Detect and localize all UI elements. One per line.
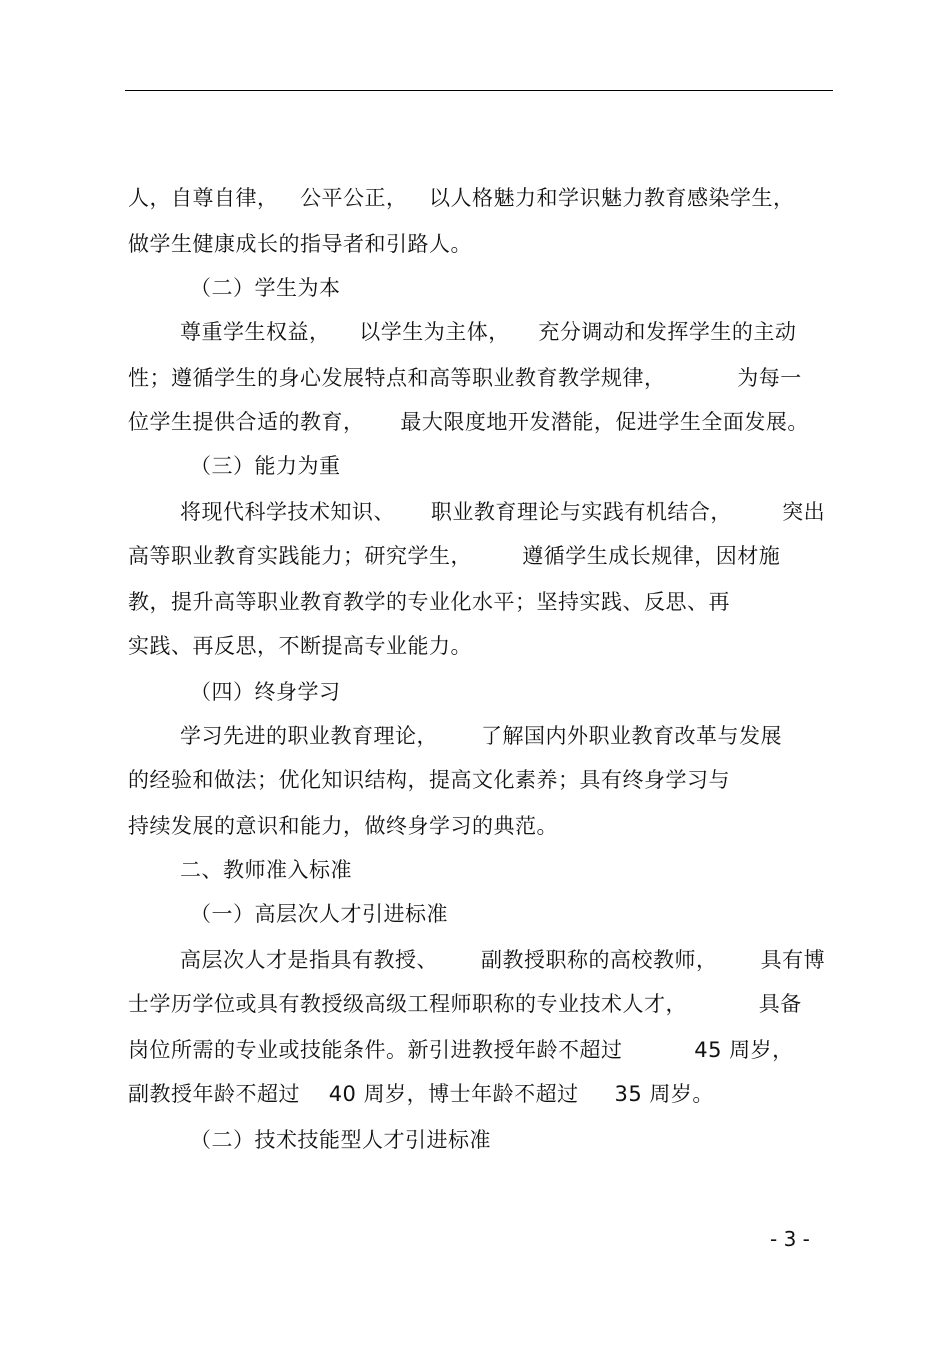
text-line: 尊重学生权益， 以学生为主体， 充分调动和发挥学生的主动 — [180, 320, 797, 344]
page-number: - 3 - — [770, 1227, 810, 1251]
text-line: 士学历学位或具有教授级高级工程师职称的专业技术人才， 具备 — [128, 992, 802, 1016]
text-line: 将现代科学技术知识、 职业教育理论与实践有机结合， 突出 — [180, 500, 826, 524]
text-line: 人，自尊自律， 公平公正， 以人格魅力和学识魅力教育感染学生， — [128, 186, 795, 210]
section-heading: （二）学生为本 — [190, 276, 341, 300]
section-heading: （二）技术技能型人才引进标准 — [190, 1128, 491, 1152]
text-line: 副教授年龄不超过 40 周岁，博士年龄不超过 35 周岁。 — [128, 1082, 714, 1106]
header-rule — [125, 90, 833, 91]
text-line: 做学生健康成长的指导者和引路人。 — [128, 232, 472, 256]
text-line: 高层次人才是指具有教授、 副教授职称的高校教师， 具有博 — [180, 948, 826, 972]
section-heading: （四）终身学习 — [190, 680, 341, 704]
text-line: 实践、再反思，不断提高专业能力。 — [128, 634, 472, 658]
text-line: 高等职业教育实践能力；研究学生， 遵循学生成长规律，因材施 — [128, 544, 781, 568]
text-line: 学习先进的职业教育理论， 了解国内外职业教育改革与发展 — [180, 724, 783, 748]
section-heading: （一）高层次人才引进标准 — [190, 902, 448, 926]
text-line: 位学生提供合适的教育， 最大限度地开发潜能，促进学生全面发展。 — [128, 410, 809, 434]
text-line: 岗位所需的专业或技能条件。新引进教授年龄不超过 45 周岁， — [128, 1038, 794, 1062]
text-line: 的经验和做法；优化知识结构，提高文化素养；具有终身学习与 — [128, 768, 730, 792]
text-line: 教，提升高等职业教育教学的专业化水平；坚持实践、反思、再 — [128, 590, 730, 614]
section-heading: （三）能力为重 — [190, 454, 341, 478]
text-line: 持续发展的意识和能力，做终身学习的典范。 — [128, 814, 558, 838]
chapter-heading: 二、教师准入标准 — [180, 858, 352, 882]
text-line: 性；遵循学生的身心发展特点和高等职业教育教学规律， 为每一 — [128, 366, 802, 390]
